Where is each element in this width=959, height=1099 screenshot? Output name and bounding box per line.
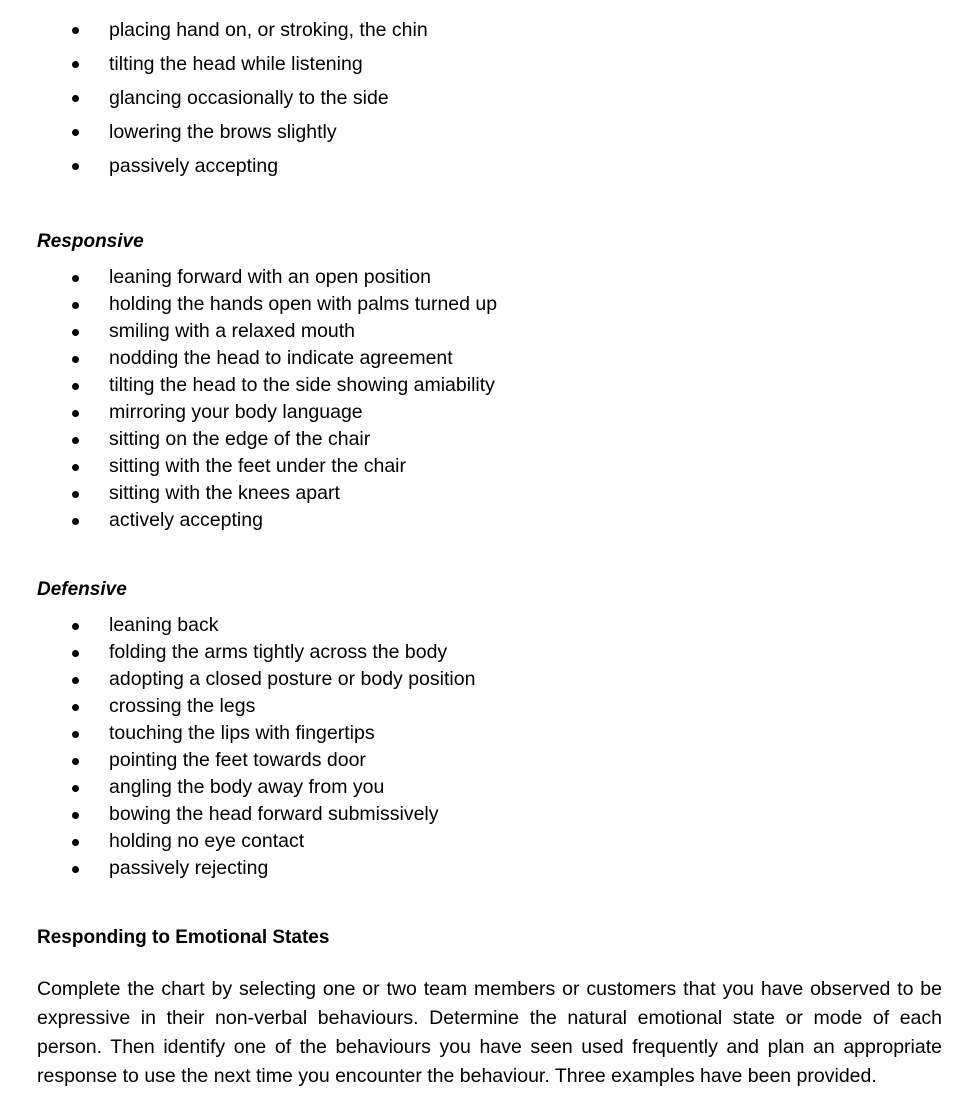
list-item-text: pointing the feet towards door [109,749,366,771]
list-item [0,480,497,507]
bullet-icon [72,704,79,711]
list-item [0,264,497,291]
responsive-list [0,264,497,534]
list-item [0,639,475,666]
list-item [0,507,497,534]
list-item-text: glancing occasionally to the side [109,87,389,109]
bullet-icon [72,839,79,846]
list-item-text: sitting on the edge of the chair [109,428,371,450]
list-item [0,13,428,47]
list-item-text: mirroring your body language [109,401,363,423]
bullet-icon [72,383,79,390]
list-item [0,149,428,183]
bullet-icon [72,437,79,444]
bullet-icon [72,275,79,282]
responsive-heading: Responsive [37,231,144,252]
list-item [0,81,428,115]
list-item-text: sitting with the knees apart [109,482,340,504]
list-item [0,115,428,149]
bullet-icon [72,518,79,525]
bullet-icon [72,27,79,34]
bullet-icon [72,677,79,684]
list-item [0,399,497,426]
bullet-icon [72,302,79,309]
bullet-icon [72,410,79,417]
list-item [0,747,475,774]
list-item-text: bowing the head forward submissively [109,803,439,825]
list-item-text: leaning forward with an open position [109,266,431,288]
list-item [0,720,475,747]
list-item [0,453,497,480]
list-item-text: placing hand on, or stroking, the chin [109,19,428,41]
list-item-text: passively accepting [109,155,279,177]
list-item [0,318,497,345]
bullet-icon [72,95,79,102]
list-item [0,774,475,801]
list-item-text: leaning back [109,614,219,636]
list-item-text: lowering the brows slightly [109,121,337,143]
list-item-text: actively accepting [109,509,263,531]
list-item-text: folding the arms tightly across the body [109,641,448,663]
bullet-icon [72,866,79,873]
bullet-icon [72,163,79,170]
bullet-icon [72,329,79,336]
list-item [0,612,475,639]
list-item-text: crossing the legs [109,695,256,717]
emotional-states-heading: Responding to Emotional States [37,927,330,948]
defensive-list [0,612,475,882]
list-item [0,426,497,453]
list-item-text: tilting the head while listening [109,53,363,75]
list-item-text: touching the lips with fingertips [109,722,375,744]
list-item [0,801,475,828]
list-item-text: angling the body away from you [109,776,385,798]
list-item-text: passively rejecting [109,857,269,879]
list-item [0,47,428,81]
list-item [0,666,475,693]
list-item-text: adopting a closed posture or body position [109,668,476,690]
list-item [0,693,475,720]
list-item-text: tilting the head to the side showing amiability [109,374,495,396]
list-item-text: holding the hands open with palms turned up [109,293,498,315]
defensive-heading: Defensive [37,579,127,600]
bullet-icon [72,129,79,136]
bullet-icon [72,731,79,738]
bullet-icon [72,464,79,471]
bullet-icon [72,650,79,657]
list-item-text: smiling with a relaxed mouth [109,320,356,342]
list-item [0,372,497,399]
bullet-icon [72,491,79,498]
list-item [0,345,497,372]
list-item [0,855,475,882]
list-item-text: nodding the head to indicate agreement [109,347,453,369]
bullet-icon [72,623,79,630]
instructions-paragraph: Complete the chart by selecting one or two team members or customers that you have observed to be expressive in their non-verbal behaviours. Determine the natural emotional state or mode of each person. Then identify one of the behaviours you have seen used frequently and plan an appropriate response to use the next time you encounter the behaviour. Three examples have been provided. [37,978,942,1087]
list-item-text: holding no eye contact [109,830,305,852]
bullet-icon [72,61,79,68]
bullet-icon [72,812,79,819]
bullet-icon [72,356,79,363]
attentive-behaviours-list [0,13,428,183]
list-item [0,828,475,855]
bullet-icon [72,758,79,765]
bullet-icon [72,785,79,792]
list-item-text: sitting with the feet under the chair [109,455,407,477]
list-item [0,291,497,318]
